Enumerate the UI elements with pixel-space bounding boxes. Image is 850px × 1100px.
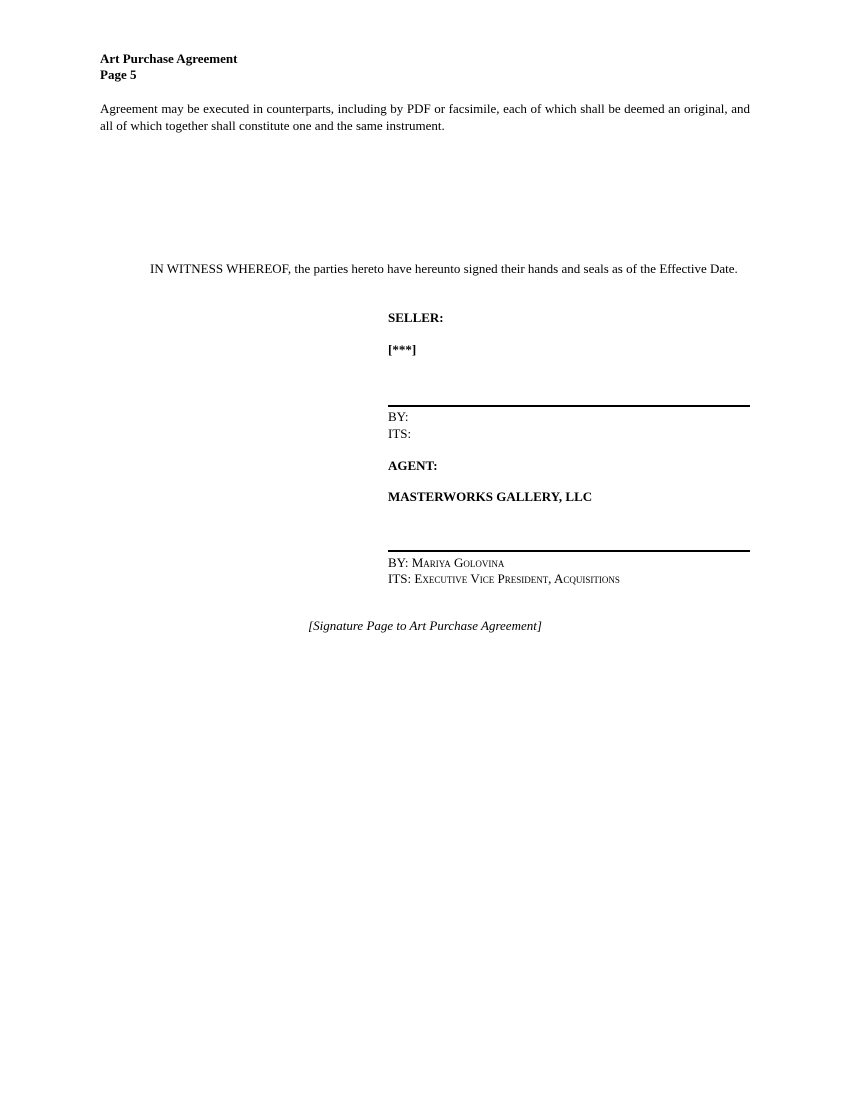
- agent-signatory-title: Executive Vice President, Acquisitions: [414, 571, 620, 586]
- agent-signature-line: [388, 550, 750, 552]
- agent-signatory-name: Mariya Golovina: [411, 555, 505, 570]
- counterparts-paragraph: Agreement may be executed in counterparts, including by PDF or facsimile, each of which shall be deemed an original, and all of which together shall constitute one and the same instrument.: [100, 101, 750, 133]
- seller-by-label: BY:: [388, 409, 409, 424]
- agent-its-label: ITS:: [388, 571, 412, 586]
- seller-name: [***]: [388, 342, 417, 357]
- document-title: Art Purchase Agreement: [100, 51, 238, 66]
- seller-its-label: ITS:: [388, 426, 412, 441]
- agent-by-line: [388, 554, 750, 571]
- seller-by-line: [388, 408, 750, 425]
- witness-paragraph: IN WITNESS WHEREOF, the parties hereto have hereunto signed their hands and seals as of the Effective Date.: [150, 261, 738, 276]
- agent-its-line: [388, 570, 750, 587]
- page-header: [100, 51, 237, 83]
- page-number: Page 5: [100, 67, 137, 82]
- agent-name: MASTERWORKS GALLERY, LLC: [388, 489, 593, 504]
- seller-heading: SELLER:: [388, 310, 444, 325]
- signature-page-caption: [Signature Page to Art Purchase Agreement]: [308, 618, 542, 633]
- seller-its-line: [388, 425, 750, 442]
- agent-heading: AGENT:: [388, 458, 438, 473]
- agent-by-label: BY:: [388, 555, 409, 570]
- seller-signature-line: [388, 405, 750, 407]
